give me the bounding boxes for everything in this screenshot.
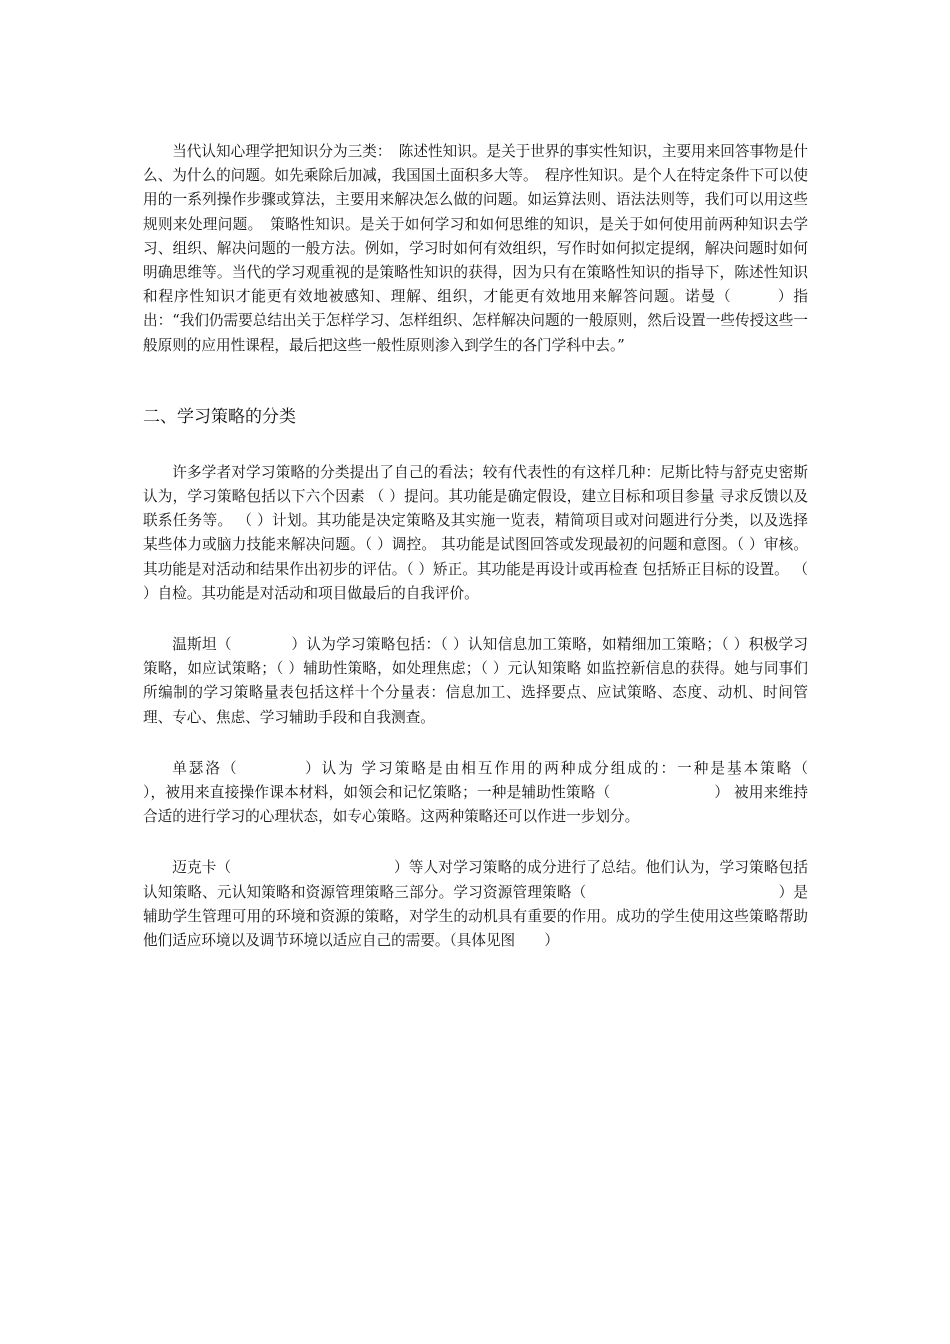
paragraph-dansereau: 单瑟洛（ ）认为 学习策略是由相互作用的两种成分组成的：一种是基本策略（ ），被用来直接操作课本材料，如领会和记忆策略；一种是辅助性策略（ ） 被用来维持合适的进行学习的心理状态，如专心策略。这两种策略还可以作进一步划分。	[143, 759, 911, 826]
paragraph-weinstein: 温斯坦（ ）认为学习策略包括：（ ）认知信息加工策略，如精细加工策略；（ ）积极学习策略，如应试策略；（ ）辅助性策略，如处理焦虑；（ ）元认知策略 如监控新信息的获得。她与同事们所编制的学习策略量表包括这样十个分量表：信息加工、选择要点、应试策略、态度、动机、时间管理、专心、焦虑、学习辅助手段和自我测查。	[143, 636, 808, 726]
document-page	[143, 140, 911, 953]
paragraph-mckeachie: 迈克卡（ ）等人对学习策略的成分进行了总结。他们认为，学习策略包括认知策略、元认知策略和资源管理策略三部分。学习资源管理策略（ ）是辅助学生管理可用的环境和资源的策略，对学生的动机具有重要的作用。成功的学生使用这些策略帮助他们适应环境以及调节环境以适应自己的需要。（具体见图 ）	[143, 859, 808, 950]
paragraph-nisbet: 许多学者对学习策略的分类提出了自己的看法；较有代表性的有这样几种：尼斯比特与舒克史密斯认为，学习策略包括以下六个因素 （ ）提问。其功能是确定假设，建立目标和项目参量 寻求反馈以及联系任务等。 （ ）计划。其功能是决定策略及其实施一览表，精简项目或对问题进行分类，以及选择某些体力或脑力技能来解决问题。（ ）调控。 其功能是试图回答或发现最初的问题和意图。（ ）审核。其功能是对活动和结果作出初步的评估。（ ）矫正。其功能是再设计或再检查 包括矫正目标的设置。 （ ）自检。其功能是对活动和项目做最后的自我评价。	[143, 463, 813, 602]
section-heading: 二、学习策略的分类	[143, 406, 296, 427]
paragraph-knowledge-types: 当代认知心理学把知识分为三类： 陈述性知识。是关于世界的事实性知识，主要用来回答事物是什么、为什么的问题。如先乘除后加减，我国国土面积多大等。 程序性知识。是个人在特定条件下可以使用的一系列操作步骤或算法，主要用来解决怎么做的问题。如运算法则、语法法则等，我们可以用这些规则来处理问题。 策略性知识。是关于如何学习和如何思维的知识，是关于如何使用前两种知识去学习、组织、解决问题的一般方法。例如，学习时如何有效组织，写作时如何拟定提纲，解决问题时如何明确思维等。当代的学习观重视的是策略性知识的获得，因为只有在策略性知识的指导下，陈述性知识和程序性知识才能更有效地被感知、理解、组织，才能更有效地用来解答问题。诺曼（ ）指出：“我们仍需要总结出关于怎样学习、怎样组织、怎样解决问题的一般原则，然后设置一些传授这些一般原则的应用性课程，最后把这些一般性原则渗入到学生的各门学科中去。”	[143, 143, 808, 354]
